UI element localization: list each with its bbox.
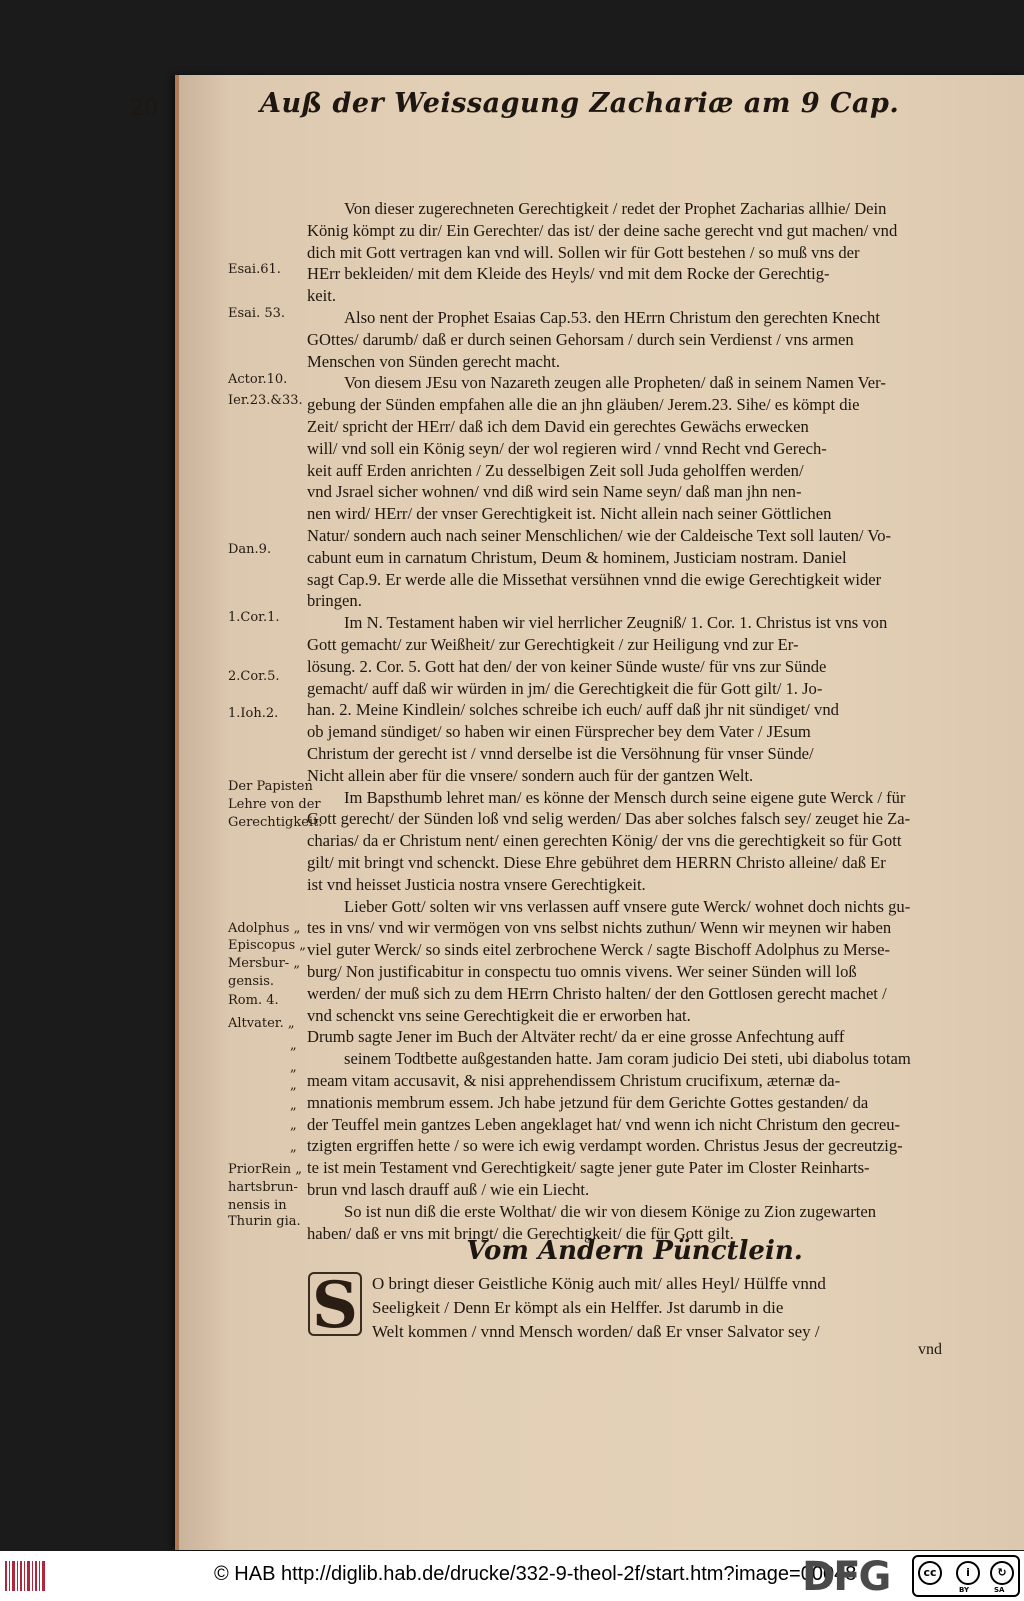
catchword: vnd xyxy=(918,1341,942,1358)
cc-icon: cc xyxy=(918,1561,942,1585)
margin-note: 1.Ioh.2. xyxy=(228,706,279,721)
margin-note: Altvater. „ xyxy=(228,1016,295,1031)
footer-bar xyxy=(0,1551,1024,1601)
text-line: König kömpt zu dir/ Ein Gerechter/ das ist/ der deine sache gerecht vnd gut machen/ vnd xyxy=(307,220,898,240)
text-line: gebung der Sünden empfahen alle die an jhn gläuben/ Jerem.23. Sihe/ es kömpt die xyxy=(307,395,860,415)
text-line: charias/ da er Christum nent/ einen gerechten König/ der vns die gerechtigkeit so für Gott xyxy=(307,831,902,851)
text-line: Im Bapsthumb lehret man/ es könne der Mensch durch seine eigene gute Werck / für xyxy=(344,787,906,807)
text-line: vnd Jsrael sicher wohnen/ vnd diß wird sein Name seyn/ daß man jhn nen- xyxy=(307,482,802,502)
section-heading: Vom Andern Pünctlein. xyxy=(466,1236,803,1266)
page-number: 20 xyxy=(130,96,158,121)
text-line: keit auff Erden anrichten / Zu desselbigen Zeit soll Juda geholffen werden/ xyxy=(307,460,804,480)
text-line: Natur/ sondern auch nach seiner Menschlichen/ wie der Caldeische Text soll lauten/ Vo- xyxy=(307,526,892,545)
text-line: gemacht/ auff daß wir würden in jm/ die Gerechtigkeit die für Gott gilt/ 1. Jo- xyxy=(307,678,823,698)
text-line: han. 2. Meine Kindlein/ solches schreibe ich euch/ auff daß jhr nit sündiget/ vnd xyxy=(307,700,839,720)
text-line: werden/ der muß sich zu dem HErrn Christo halten/ der den Gottlosen gerecht machet / xyxy=(307,983,887,1003)
text-line: Also nent der Prophet Esaias Cap.53. den HErrn Christum den gerechten Knecht xyxy=(344,308,880,327)
text-line: der Teuffel mein gantzes Leben angeklaget hat/ vnd wenn ich nicht Christum den gecreu- xyxy=(307,1114,901,1134)
margin-note: Esai. 53. xyxy=(228,306,286,321)
sa-label: SA xyxy=(994,1586,1005,1594)
barcode-icon xyxy=(4,1559,46,1593)
running-title: Auß der Weissagung Zachariæ am 9 Cap. xyxy=(260,88,900,119)
text-line: Drumb sagte Jener im Buch der Altväter recht/ da er eine grosse Anfechtung auff xyxy=(307,1027,845,1047)
text-line: Menschen von Sünden gerecht macht. xyxy=(307,351,560,371)
text-line: gilt/ mit bringt vnd schenckt. Diese Ehre gebühret dem HERRN Christo alleine/ daß Er xyxy=(307,853,886,872)
margin-note: PriorRein „ xyxy=(228,1162,303,1177)
text-line: haben/ daß er vns mit bringt/ die Gerechtigkeit/ die für Gott gilt. xyxy=(307,1223,734,1243)
margin-note: 1.Cor.1. xyxy=(228,610,280,625)
margin-note: „ xyxy=(290,1140,297,1155)
margin-note: „ xyxy=(290,1118,297,1133)
text-line: Von diesem JEsu von Nazareth zeugen alle Propheten/ daß in seinem Namen Ver- xyxy=(344,373,886,393)
text-line: So ist nun diß die erste Wolthat/ die wir von diesem Könige zu Zion zugewarten xyxy=(344,1201,877,1221)
margin-note: Adolphus „ xyxy=(228,921,301,936)
text-line: sagt Cap.9. Er werde alle die Missethat versühnen vnnd die ewige Gerechtigkeit wider xyxy=(307,569,882,589)
text-line: Von dieser zugerechneten Gerechtigkeit / redet der Prophet Zacharias allhie/ Dein xyxy=(344,199,887,218)
text-line: bringen. xyxy=(307,591,362,611)
copyright-link[interactable]: © HAB http://diglib.hab.de/drucke/332-9-theol-2f/start.htm?image=00048 xyxy=(214,1563,857,1585)
text-line: dich mit Gott vertragen kan vnd will. Sollen wir für Gott bestehen / so muß vns der xyxy=(307,242,860,262)
by-label: BY xyxy=(959,1586,970,1594)
text-line: Gott gerecht/ der Sünden loß vnd selig werden/ Das aber solches falsch sey/ zeuget hie Za- xyxy=(307,809,911,829)
decorated-initial: S xyxy=(308,1272,362,1336)
text-line: nen wird/ HErr/ der vnser Gerechtigkeit ist. Nicht allein nach seiner Göttlichen xyxy=(307,504,832,524)
text-line: keit. xyxy=(307,286,337,306)
text-line: cabunt eum in carnatum Christum, Deum & hominem, Justiciam nostram. Daniel xyxy=(307,547,847,567)
margin-note: Dan.9. xyxy=(228,542,272,557)
margin-note: hartsbrun- xyxy=(228,1180,298,1195)
margin-note: „ xyxy=(290,1098,297,1113)
text-line: Zeit/ spricht der HErr/ daß ich dem David ein gerechtes Gewächs erwecken xyxy=(307,417,809,436)
text-line: Lieber Gott/ solten wir vns verlassen auff vnsere gute Werck/ wohnet doch nichts gu- xyxy=(344,896,911,916)
text-line: brun vnd lasch drauff auß / wie ein Liecht. xyxy=(307,1180,590,1199)
text-line: HErr bekleiden/ mit dem Kleide des Heyls/ vnd mit dem Rocke der Gerechtig- xyxy=(307,264,830,284)
text-line: Christum der gerecht ist / vnnd derselbe ist die Versöhnung für vnser Sünde/ xyxy=(307,744,814,763)
margin-note: Lehre von der xyxy=(228,797,321,812)
text-line: burg/ Non justificabitur in conspectu tuo omnis vivens. Wer seiner Sünden will loß xyxy=(307,962,857,981)
margin-note: „ xyxy=(290,1038,297,1053)
text-line: meam vitam accusavit, & nisi apprehendissem Christum crucifixum, æternæ da- xyxy=(307,1071,841,1090)
text-line: Im N. Testament haben wir viel herrlicher Zeugniß/ 1. Cor. 1. Christus ist vns von xyxy=(344,613,888,633)
license-badge[interactable] xyxy=(912,1555,1020,1597)
text-line: tes in vns/ vnd wir vermögen von vns selbst nichts zuthun/ Wenn wir meynen wir haben xyxy=(307,918,892,938)
margin-note: „ xyxy=(290,1060,297,1075)
margin-note: Der Papisten xyxy=(228,779,313,794)
margin-note: 2.Cor.5. xyxy=(228,669,280,684)
section-text-line: O bringt dieser Geistliche König auch mit/ alles Heyl/ Hülffe vnnd xyxy=(372,1274,826,1293)
margin-note: gensis. xyxy=(228,974,275,989)
margin-note: Mersbur- „ xyxy=(228,956,301,971)
dfg-logo: DFG xyxy=(802,1554,890,1600)
margin-note: Actor.10. xyxy=(228,372,288,387)
page-header xyxy=(130,88,900,128)
margin-note: Rom. 4. xyxy=(228,993,279,1008)
margin-note: nensis in xyxy=(228,1198,287,1213)
section-text-line: Seeligkeit / Denn Er kömpt als ein Helffer. Jst darumb in die xyxy=(372,1298,784,1317)
sa-icon: ↻ xyxy=(990,1561,1014,1585)
text-line: seinem Todtbette außgestanden hatte. Jam coram judicio Dei steti, ubi diabolus totam xyxy=(344,1049,911,1069)
text-line: te ist mein Testament vnd Gerechtigkeit/ sagte jener gute Pater im Closter Reinharts- xyxy=(307,1158,870,1178)
text-line: Gott gemacht/ zur Weißheit/ zur Gerechtigkeit / zur Heiligung vnd zur Er- xyxy=(307,635,799,654)
margin-note: „ xyxy=(290,1078,297,1093)
text-line: GOttes/ darumb/ daß er durch seinen Gehorsam / durch sein Verdienst / vns armen xyxy=(307,329,854,349)
section-text-line: Welt kommen / vnnd Mensch worden/ daß Er vnser Salvator sey / xyxy=(372,1322,820,1341)
text-line: lösung. 2. Cor. 5. Gott hat den/ der von keiner Sünde wuste/ für vns zur Sünde xyxy=(307,656,827,676)
by-icon: i xyxy=(956,1561,980,1585)
margin-note: Esai.61. xyxy=(228,262,281,277)
margin-note: Thurin gia. xyxy=(228,1214,301,1229)
text-line: will/ vnd soll ein König seyn/ der wol regieren wird / vnnd Recht vnd Gerech- xyxy=(307,438,827,458)
text-line: vnd schenckt vns seine Gerechtigkeit die er erworben hat. xyxy=(307,1005,691,1025)
text-line: viel guter Werck/ so sinds eitel zerbrochene Werck / sagte Bischoff Adolphus zu Merse- xyxy=(307,940,891,960)
margin-note: Gerechtigkeit. xyxy=(228,815,323,830)
text-line: Nicht allein aber für die vnsere/ sondern auch für der gantzen Welt. xyxy=(307,765,754,785)
margin-note: Episcopus „ xyxy=(228,938,306,953)
text-line: ob jemand sündiget/ so haben wir einen Fürsprecher bey dem Vater / JEsum xyxy=(307,722,811,742)
text-line: tzigten ergriffen hette / so were ich ewig verdampt worden. Christus Jesus der gecreutzig- xyxy=(307,1136,903,1156)
text-line: ist vnd heisset Justicia nostra vnsere Gerechtigkeit. xyxy=(307,874,646,894)
margin-note: Ier.23.&33. xyxy=(228,393,303,408)
text-line: mnationis membrum essem. Jch habe jetzund für dem Gerichte Gottes gestanden/ da xyxy=(307,1092,869,1112)
